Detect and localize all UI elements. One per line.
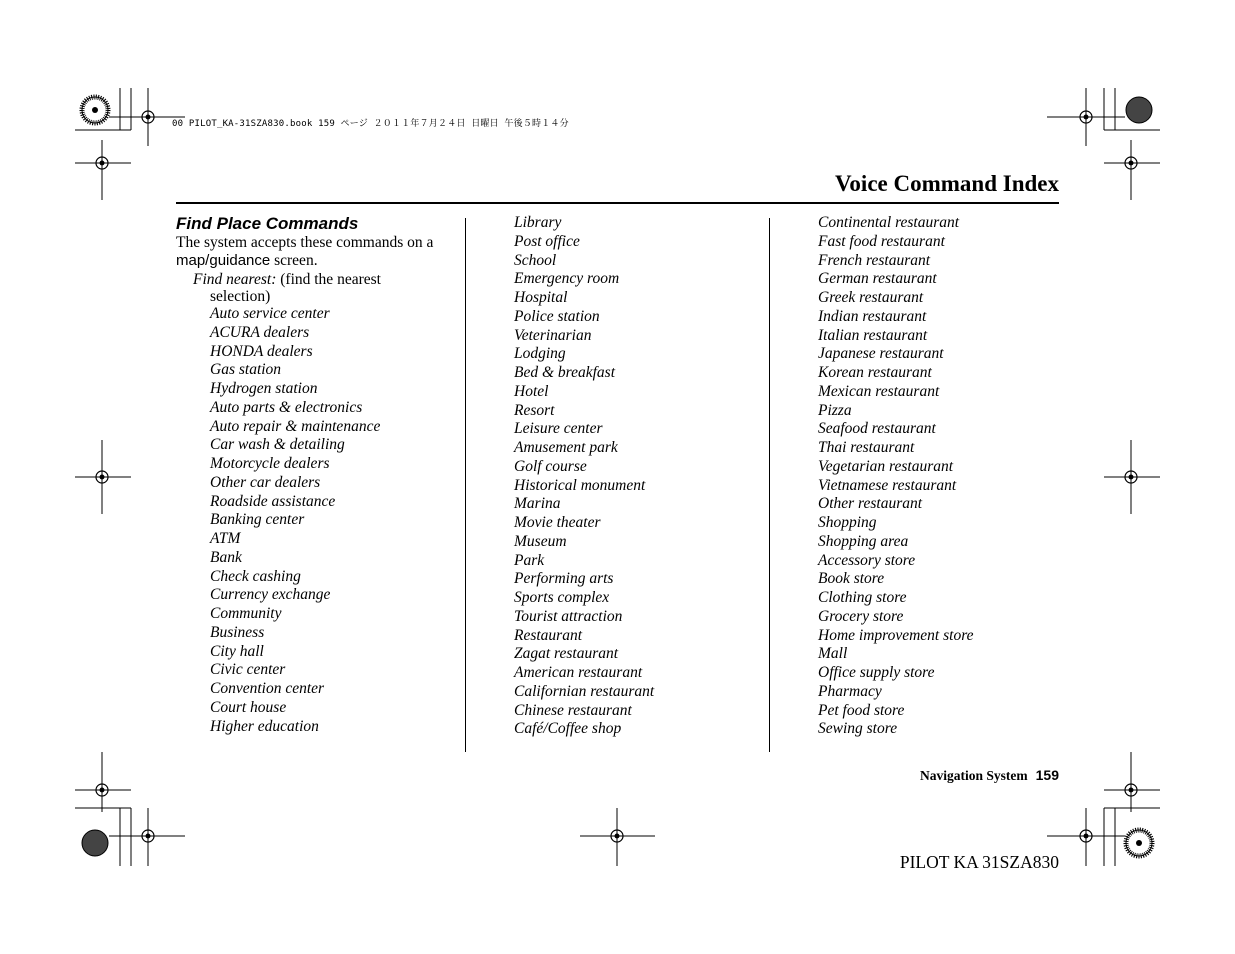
command-item: Court house (210, 698, 287, 716)
command-item: Mexican restaurant (818, 382, 940, 400)
title-rule (176, 202, 1059, 204)
command-item: Auto repair & maintenance (210, 417, 381, 435)
command-item: School (514, 251, 557, 269)
print-slug: 00 PILOT_KA-31SZA830.book 159 ページ ２０１１年７月２４日 日曜日 午後５時１４分 (172, 119, 569, 129)
command-item: Shopping area (818, 532, 909, 550)
command-item: Post office (514, 232, 580, 250)
command-item: Pet food store (818, 701, 905, 719)
command-item: Fast food restaurant (818, 232, 945, 250)
command-item: Japanese restaurant (818, 345, 944, 363)
section-intro (176, 234, 461, 270)
command-item: Check cashing (210, 567, 301, 585)
command-item: Leisure center (514, 420, 603, 438)
command-item: Thai restaurant (818, 439, 915, 456)
command-item: Tourist attraction (514, 607, 623, 625)
command-item: Museum (514, 532, 567, 550)
command-item: HONDA dealers (210, 342, 313, 360)
command-item: Accessory store (818, 551, 916, 569)
command-item: Greek restaurant (818, 289, 924, 306)
command-item: Convention center (210, 680, 325, 697)
command-item: Auto parts & electronics (210, 398, 363, 416)
command-item: City hall (210, 642, 264, 660)
command-item: Hospital (514, 289, 568, 306)
intro-text-end: screen. (270, 252, 318, 269)
command-item: Home improvement store (818, 626, 974, 644)
command-item: German restaurant (818, 270, 937, 288)
column-3 (818, 214, 1058, 739)
command-list-3 (818, 214, 1058, 739)
command-item: Clothing store (818, 589, 907, 606)
intro-screen-name: map/guidance (176, 252, 271, 269)
command-item: Mall (818, 645, 848, 663)
command-item: Business (210, 623, 265, 641)
command-item: Other restaurant (818, 495, 923, 513)
command-item: Community (210, 605, 282, 622)
command-item: Performing arts (514, 570, 614, 588)
command-item: Pizza (818, 401, 852, 419)
command-item: Car wash & detailing (210, 436, 345, 454)
intro-text-start: The system accepts these commands on a (176, 234, 434, 251)
command-item: Restaurant (514, 626, 583, 644)
command-item: Grocery store (818, 607, 904, 625)
command-item: Chinese restaurant (514, 701, 632, 719)
command-item: Lodging (514, 345, 566, 363)
section-title: Find Place Commands (176, 214, 359, 233)
command-item: Shopping (818, 514, 877, 531)
command-item: Café/Coffee shop (514, 720, 622, 738)
command-item: Civic center (210, 661, 286, 679)
find-nearest-label: Find nearest: (193, 271, 277, 288)
column-1 (176, 214, 461, 736)
command-item: American restaurant (514, 664, 643, 681)
column-divider-1 (465, 218, 466, 752)
command-item: Park (514, 551, 545, 569)
command-item: Movie theater (514, 514, 601, 531)
command-item: Sports complex (514, 589, 610, 606)
command-item: French restaurant (818, 251, 931, 269)
command-list-1 (176, 305, 461, 736)
page-footer (920, 767, 1059, 784)
command-item: Hotel (514, 382, 549, 400)
command-item: Roadside assistance (210, 492, 336, 510)
column-2 (514, 214, 764, 739)
model-code: PILOT KA 31SZA830 (899, 852, 1059, 872)
command-item: Korean restaurant (818, 364, 932, 381)
command-item: Historical monument (514, 476, 646, 494)
footer-label: Navigation System (920, 768, 1028, 783)
command-item: ACURA dealers (210, 323, 310, 341)
command-item: Bank (210, 548, 242, 566)
command-item: Sewing store (818, 720, 898, 738)
command-item: Motorcycle dealers (210, 455, 330, 472)
command-item: Pharmacy (818, 682, 882, 700)
command-item: Seafood restaurant (818, 420, 936, 438)
command-item: Vietnamese restaurant (818, 476, 957, 494)
find-nearest-command (176, 270, 461, 305)
command-item: Other car dealers (210, 473, 321, 491)
command-item: Marina (514, 495, 561, 513)
command-item: Library (514, 214, 562, 231)
command-item: Banking center (210, 511, 305, 529)
command-item: Emergency room (514, 270, 620, 288)
command-item: Vegetarian restaurant (818, 457, 954, 475)
command-item: Book store (818, 570, 885, 588)
command-item: Amusement park (514, 439, 618, 456)
command-item: Californian restaurant (514, 682, 655, 700)
command-item: Office supply store (818, 664, 935, 681)
command-item: Indian restaurant (818, 307, 927, 325)
command-item: Higher education (210, 717, 319, 735)
command-item: Auto service center (210, 305, 330, 322)
command-item: Hydrogen station (210, 380, 318, 397)
command-item: Veterinarian (514, 326, 592, 344)
find-nearest-desc: (find the nearest (276, 271, 381, 288)
command-item: Golf course (514, 457, 587, 475)
command-item: Gas station (210, 361, 282, 379)
command-item: ATM (210, 530, 241, 547)
column-divider-2 (769, 218, 770, 752)
page-number: 159 (1035, 767, 1059, 783)
command-item: Zagat restaurant (514, 645, 619, 663)
page-title: Voice Command Index (834, 171, 1059, 196)
command-item: Resort (514, 401, 555, 419)
command-item: Bed & breakfast (514, 364, 616, 381)
command-list-2 (514, 214, 764, 739)
command-item: Police station (514, 307, 600, 325)
command-item: Continental restaurant (818, 214, 960, 231)
command-item: Italian restaurant (818, 326, 928, 344)
command-item: Currency exchange (210, 586, 331, 604)
find-nearest-desc-2: selection) (210, 288, 271, 305)
